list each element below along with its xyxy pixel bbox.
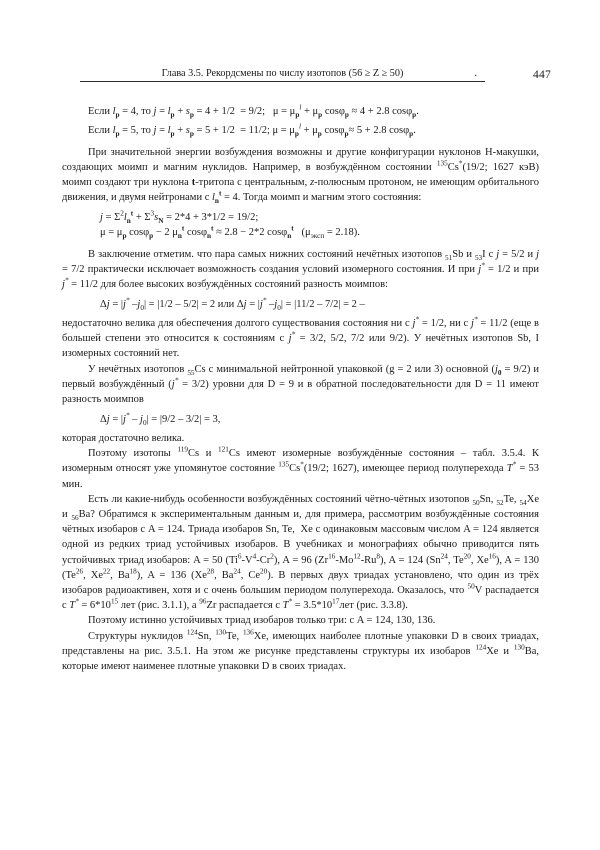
formula-line-5: Δj = |j* $-j_0| = |1/2 - 5/2| = 2$ или Δj = |j* $-j_0| = |11/2 - 7/2| = 2$ – [100, 296, 365, 313]
chapter-title: Глава 3.5. Рекордсмены по числу изотопов (56 ≥ Z ≥ 50) [161, 68, 404, 79]
body-text [62, 104, 539, 675]
formula-line-3: $j = \Sigma^2l_n^t + \Sigma^3s_N = 2*4 + 3*1/2 = 19/2$; [100, 209, 259, 226]
paragraph-insufficient-difference: недостаточно велика для обеспечения долгого существования состояния ни с j* = 1/2, ни с j* = 11/2 (еще в большей степени это относится к состояниям с j* = 3/2, 5/2, 7/2 или 9/2). У нечётных изотопов Sb, I изомерных состояний нет. [62, 315, 539, 360]
formula-line-4: $\mu = \mu_p$ cosφ$_p$ − 2 $\mu_n^t$ cosφ$_n^t$ ≈ 2.8 − 2*2 cosφ$_n^t$ $(\mu_{эксп} = 2.18)$. [100, 224, 360, 241]
paragraph-cs-odd-isotopes: У нечётных изотопов $_{55}$Cs с минимальной нейтронной упаковкой (g = 2 или 3) основной $(j_0 = 9/2)$ и первый возбуждённый (j* = 3/2) уровни для D = 9 и в обратной последовательности для D = 11 имеют разность моимпов [62, 363, 539, 406]
formula-line-1: Если $l_p = 4$, то $j = l_p + s_p = 4 + 1/2 = 9/2$; $\mu = \mu_p^l + \mu_p$ cosφ$_p$ ≈ 4 + 2.8 cosφ$_p$. [88, 103, 419, 120]
paragraph-cs-isomers: Поэтому изотопы $^{119}$Cs и $^{121}$Cs имеют изомерные возбуждённые состояния – табл. 3.5.4. К изомерным относят уже упомянутое состояние $^{135}$Cs*(19/2; 1627), имеющее период полуперехода T* = 53 мин. [62, 445, 539, 490]
page-number: 447 [533, 68, 551, 81]
running-head [0, 68, 600, 90]
paragraph-large-enough: которая достаточно велика. [62, 432, 185, 444]
paragraph-three-stable-triads: Поэтому истинно устойчивых триад изобаров только три: с A = 124, 130, 136. [88, 615, 436, 627]
chapter-title-area [80, 68, 485, 82]
paragraph-conclusion-sb-i: В заключение отметим. что пара самых нижних состояний нечётных изотопов $_{51}$Sb и $_{53}$I с j = 5/2 и j = 7/2 практически исключает возможность создания условий изомерного состояния. И при j* = 1/2 и при j* = 11/2 для более высоких возбуждённых состояний разность моимпов: [62, 249, 539, 291]
running-head-dot: . [474, 68, 477, 79]
formula-line-6: $\Delta j = |j^* - j_0| = |9/2 - 3/2| = 3$, [100, 411, 221, 427]
paragraph-even-even-isotopes: Есть ли какие-нибудь особенности возбуждённых состояний чётно-чётных изотопов $_{50}$Sn, $_{52}$Te, $_{54}$Xe и $_{56}$Ba? Обратимся к экспериментальным данным и, для примера, рассмотрим возбуждённые состояния чётных изобаров с A = 124. Триада изобаров Sn, Te, Xe с одинаковым массовым числом A = 124 является одной из редких триад устойчивых изобаров. В учебниках и монографиях обычно приводится пять устойчивых триад изобаров: A = 50 $(Ti^6-V^4-Cr^2)$, A = 96 (Zr$^{16}$-Mo$^{12}$-Ru$^8$), A = 124 (Sn$^{24}$, Te$^{20}$, Xe$^{16}$), A = 130 (Te$^{26}$, Xe$^{22}$, Ba$^{18}$), A = 136 (Xe$^{28}$, Ba$^{24}$, Ce$^{20}$). В первых двух триадах установлено, что один из трёх изобаров радиоактивен, хотя и с очень большим периодом полуперехода. Оказалось, что $^{50}$V распадается с $T^* = 6*10^{15}$ лет (рис. 3.1.1), а $^{96}$Zr распадается с $T^* = 3.5*10^{17}лет$ (рис. 3.3.8). [62, 494, 540, 611]
formula-line-2: Если $l_p = 5$, то $j = l_p + s_p = 5 + 1/2 = 11/2$; $\mu = \mu_p^l + \mu_p$ cosφ$_p$≈ 5 + 2.8 cosφ$_p$. [88, 122, 416, 139]
paragraph-excitation-config: При значительной энергии возбуждения возможны и другие конфигурации нуклонов Н-макушки, создающих моимп и магним нуклидов. Например, в возбуждённом состоянии $^{135}$Cs*(19/2; 1627 кэВ) моимп создают три нуклона t-тритопа с центральным, z-полюсным протоном, не имеющим орбитального движения, и двумя нейтронами с $l_n^t = 4$. Тогда моимп и магним этого состояния: [62, 147, 539, 206]
paragraph-nuclide-structures: Структуры нуклидов $^{124}$Sn, $^{130}$Te, $^{136}$Xe, имеющих наиболее плотные упаковки D в своих триадах, представлены на рис. 3.5.1. На этом же рисунке представлены структуры их изобаров $^{124}$Xe и $^{130}$Ba, которые имеют наименее плотные упаковки D в своих триадах. [62, 628, 539, 673]
